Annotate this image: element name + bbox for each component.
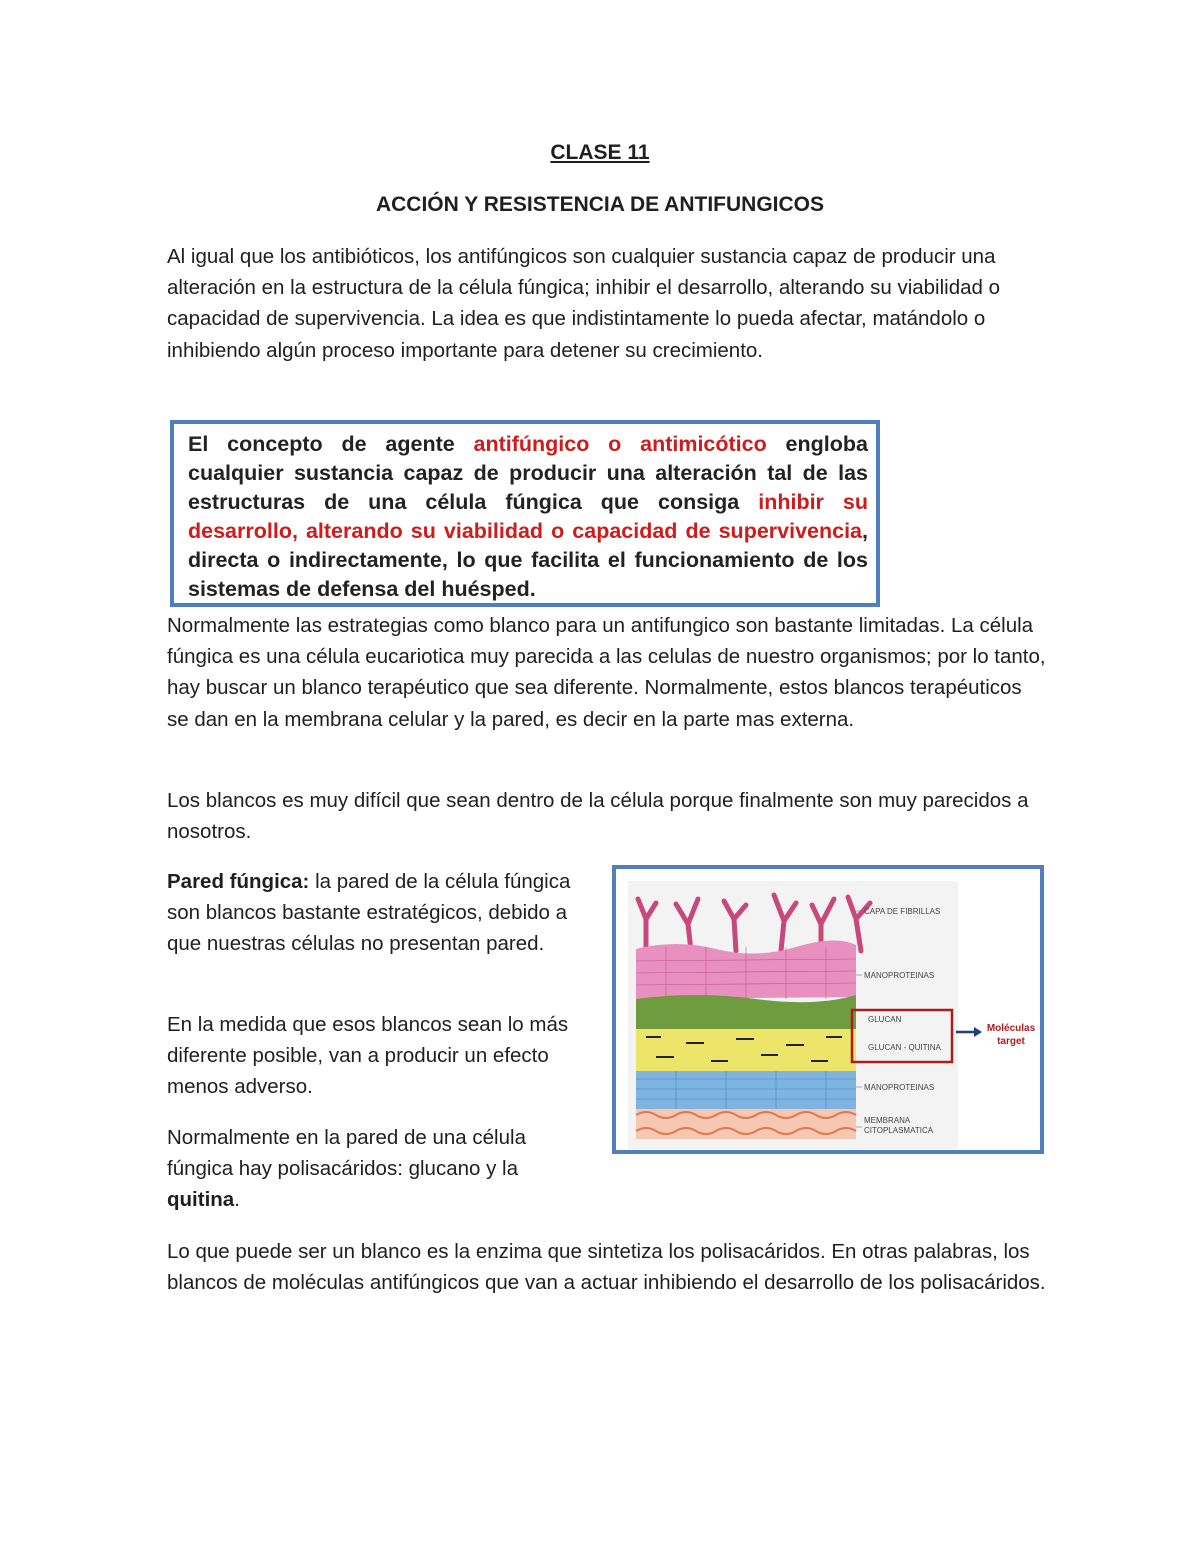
definition-part2: engloba cualquier sustancia capaz de producir una alteración tal de las estructuras de una célula fúngica que consiga (188, 432, 868, 514)
polisacaridos-paragraph (167, 1122, 587, 1216)
quitina-bold: quitina (167, 1188, 235, 1212)
target-label-2: target (997, 1036, 1025, 1047)
targets-paragraph: Normalmente las estrategias como blanco para un antifungico son bastante limitadas. La célula fúngica es una célula eucariotica muy parecida a las celulas de nuestro organismos; por lo tanto, hay buscar un blanco terapéutico que sea diferente. Normalmente, estos blancos terapéuticos se dan en la membrana celular y la pared, es decir en la parte mas externa. (167, 614, 1046, 731)
fungal-wall-figure (612, 865, 1044, 1154)
polisacaridos-end: . (234, 1188, 240, 1212)
label-glucan-quitina: GLUCAN - QUITINA (868, 1043, 941, 1052)
intro-paragraph: Al igual que los antibióticos, los antifúngicos son cualquier sustancia capaz de producir una alteración en la estructura de la célula fúngica; inhibir el desarrollo, alterando su viabilidad o capacidad de supervivencia. La idea es que indistintamente lo pueda afectar, matándolo o inhibiendo algún proceso importante para detener su crecimiento. (167, 245, 1001, 362)
enzima-paragraph: Lo que puede ser un blanco es la enzima que sintetiza los polisacáridos. En otras palabras, los blancos de moléculas antifúngicos que van a actuar inhibiendo el desarrollo de los polisacáridos. (167, 1240, 1046, 1295)
definition-text (188, 430, 868, 604)
definition-part1: El concepto de agente (188, 432, 474, 456)
label-glucan: GLUCAN (868, 1015, 902, 1024)
label-manoproteinas-top: MANOPROTEINAS (864, 971, 935, 980)
pared-heading: Pared fúngica: (167, 870, 310, 893)
label-fibrillas: CAPA DE FIBRILLAS (864, 907, 941, 916)
label-membrana-1: MEMBRANA (864, 1116, 911, 1125)
page-subtitle: ACCIÓN Y RESISTENCIA DE ANTIFUNGICOS (375, 193, 825, 216)
quitina-layer (636, 1029, 856, 1071)
fungal-wall-diagram (616, 869, 1040, 1150)
inside-paragraph: Los blancos es muy difícil que sean dentro de la célula porque finalmente son muy parecidos a nosotros. (167, 789, 1029, 844)
definition-box (170, 420, 880, 607)
manoproteinas-bottom-layer (636, 1071, 856, 1109)
target-arrow-head (974, 1027, 982, 1037)
pared-paragraph (167, 866, 577, 960)
pared-text: la pared de la célula fúngica son blancos bastante estratégicos, debido a que nuestras células no presentan pared. (167, 870, 571, 956)
label-manoproteinas-bottom: MANOPROTEINAS (864, 1083, 935, 1092)
definition-highlight-1: antifúngico o antimicótico (473, 432, 767, 456)
definition-highlight-2: inhibir su desarrollo, alterando su viabilidad o capacidad de supervivencia (188, 490, 869, 543)
page-title: CLASE 11 (550, 141, 650, 164)
medida-paragraph: En la medida que esos blancos sean lo más diferente posible, van a producir un efecto menos adverso. (167, 1013, 569, 1099)
label-membrana-2: CITOPLASMATICA (864, 1126, 934, 1135)
target-label-1: Moléculas (986, 1023, 1036, 1034)
definition-part3: , directa o indirectamente, lo que facilita el funcionamiento de los sistemas de defensa del huésped. (188, 519, 868, 601)
polisacaridos-text: Normalmente en la pared de una célula fúngica hay polisacáridos: glucano y la (167, 1126, 526, 1181)
